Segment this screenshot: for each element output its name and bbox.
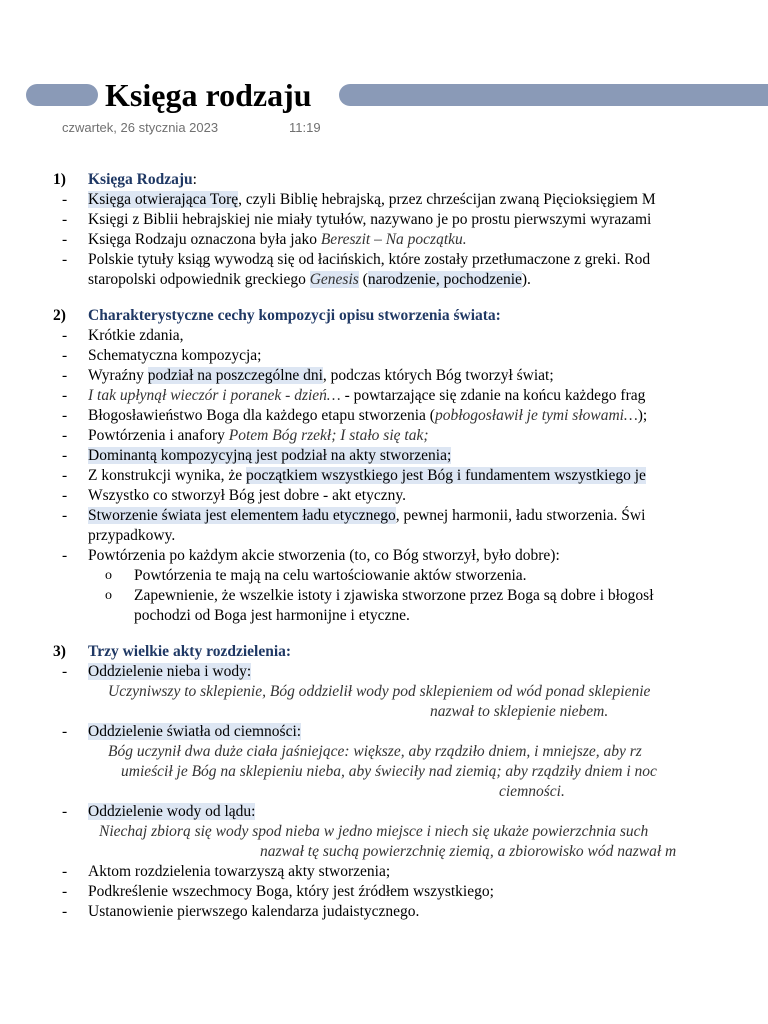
list-item-text [88, 406, 647, 426]
list-item-text [88, 862, 390, 882]
section-gap [0, 290, 768, 306]
text-run: Ustanowienie pierwszego kalendarza judaistycznego. [88, 903, 420, 920]
quote-text: nazwał to sklepienie niebem. [430, 703, 609, 720]
quote-text: Uczyniwszy to sklepienie, Bóg oddzielił wody pod sklepieniem od wód ponad sklepienie [108, 683, 651, 700]
list-item-text [88, 526, 175, 546]
list-item [0, 882, 768, 902]
text-run: , podczas których Bóg tworzył świat; [322, 367, 554, 384]
list-item-text [88, 386, 645, 406]
heading-wrap [88, 170, 197, 190]
title-bar-left-decoration [26, 84, 98, 106]
text-run: Powtórzenia po każdym akcie stworzenia (to, co Bóg stworzył, było dobre): [88, 547, 560, 564]
list-item [0, 426, 768, 446]
text-run: przypadkowy. [88, 527, 176, 544]
circle-bullet: o [105, 568, 112, 583]
quote-text: Bóg uczynił dwa duże ciała jaśniejące: większe, aby rządziło dniem, i mniejsze, aby rz [108, 743, 642, 760]
text-run: - powtarzające się zdanie na końcu każdego frag [344, 387, 646, 404]
quote-text: nazwał tę suchą powierzchnię ziemią, a zbiorowisko wód nazwał m [260, 843, 677, 860]
text-run: Schematyczna kompozycja; [88, 347, 262, 364]
quote-line [0, 762, 768, 782]
list-item-text [88, 326, 184, 346]
text-run: Aktom rozdzielenia towarzyszą akty stworzenia; [88, 863, 391, 880]
text-run: I tak upłynął wieczór i poranek - dzień… [88, 387, 345, 404]
section-gap [0, 626, 768, 642]
highlighted-text: Genesis [309, 271, 359, 288]
highlighted-text: Oddzielenie światła od ciemności: [88, 723, 302, 740]
list-item [0, 230, 768, 250]
list-item [0, 902, 768, 922]
quote-text: Niechaj zbiorą się wody spod nieba w jedno miejsce i niech się ukaże powierzchnia such [99, 823, 649, 840]
list-item-text [88, 366, 554, 386]
dash-bullet: - [62, 723, 68, 740]
list-item [0, 446, 768, 466]
list-item-text [88, 270, 531, 290]
quote-line [0, 822, 768, 842]
list-item [0, 346, 768, 366]
sub-list-item-text: pochodzi od Boga jest harmonijne i etyczne. [134, 607, 410, 624]
sub-list-item-text: Powtórzenia te mają na celu wartościowanie aktów stworzenia. [134, 567, 527, 584]
list-item-text [88, 486, 406, 506]
text-run: Wyraźny [88, 367, 148, 384]
list-item [0, 366, 768, 386]
section-number: 2) [53, 307, 66, 324]
list-item [0, 546, 768, 566]
dash-bullet: - [62, 427, 68, 444]
list-item [0, 862, 768, 882]
text-run: ). [521, 271, 531, 288]
text-run: Błogosławieństwo Boga dla każdego etapu stworzenia ( [88, 407, 435, 424]
text-run: , czyli Biblię hebrajską, przez chrześcijan zwaną Pięcioksięgiem M [238, 191, 656, 208]
dash-bullet: - [62, 903, 68, 920]
text-run: Powtórzenia i anafory [88, 427, 229, 444]
list-item-text [88, 426, 428, 446]
highlighted-text: Księga otwierająca Torę [88, 191, 239, 208]
list-item [0, 722, 768, 742]
list-item-text [88, 882, 494, 902]
dash-bullet: - [62, 547, 68, 564]
list-item [0, 190, 768, 210]
dash-bullet: - [62, 387, 68, 404]
text-run: Podkreślenie wszechmocy Boga, który jest źródłem wszystkiego; [88, 883, 494, 900]
highlighted-text: Oddzielenie wody od lądu: [88, 803, 256, 820]
heading-suffix: : [192, 171, 197, 188]
list-item-text [88, 506, 645, 526]
list-item-text [88, 662, 251, 682]
list-item-text [88, 546, 560, 566]
page-date: czwartek, 26 stycznia 2023 [62, 120, 219, 135]
list-item [0, 506, 768, 526]
text-run: ( [358, 271, 368, 288]
list-item [0, 466, 768, 486]
quote-text: umieścił je Bóg na sklepieniu nieba, aby świeciły nad ziemią; aby rządziły dniem i noc [121, 763, 657, 780]
quote-line [0, 742, 768, 762]
section-heading-row [0, 170, 768, 190]
list-item [0, 486, 768, 506]
dash-bullet: - [62, 467, 68, 484]
section-heading: Księga Rodzaju [88, 171, 193, 188]
dash-bullet: - [62, 231, 68, 248]
list-item-text [88, 722, 301, 742]
dash-bullet: - [62, 803, 68, 820]
text-run: Krótkie zdania, [88, 327, 184, 344]
list-item-text [88, 466, 646, 486]
list-item-text [88, 190, 656, 210]
dash-bullet: - [62, 487, 68, 504]
list-item [0, 210, 768, 230]
text-run: Polskie tytuły ksiąg wywodzą się od łacińskich, które zostały przetłumaczone z greki. Rod [88, 251, 651, 268]
text-run: staropolski odpowiednik greckiego [88, 271, 310, 288]
dash-bullet: - [62, 327, 68, 344]
dash-bullet: - [62, 447, 68, 464]
list-item [0, 802, 768, 822]
text-run: pobłogosławił je tymi słowami… [434, 407, 638, 424]
sub-list-item-text: Zapewnienie, że wszelkie istoty i zjawiska stworzone przez Boga są dobre i błogosł [134, 587, 654, 604]
dash-bullet: - [62, 191, 68, 208]
highlighted-text: początkiem wszystkiego jest Bóg i fundamentem wszystkiego je [245, 467, 646, 484]
highlighted-text: narodzenie, pochodzenie [367, 271, 522, 288]
dash-bullet: - [62, 883, 68, 900]
sub-list-item [0, 586, 768, 606]
dash-bullet: - [62, 367, 68, 384]
highlighted-text: Dominantą kompozycyjną jest podział na akty stworzenia; [88, 447, 452, 464]
list-item [0, 386, 768, 406]
dash-bullet: - [62, 251, 68, 268]
text-run: Księgi z Biblii hebrajskiej nie miały tytułów, nazywano je po prostu pierwszymi wyrazami [88, 211, 652, 228]
section-number: 3) [53, 643, 66, 660]
list-item-text [88, 250, 650, 270]
list-item-continuation [0, 270, 768, 290]
section-number: 1) [53, 171, 66, 188]
text-run: Wszystko co stworzył Bóg jest dobre - akt etyczny. [88, 487, 406, 504]
list-item [0, 250, 768, 270]
sub-list-item [0, 566, 768, 586]
highlighted-text: podział na poszczególne dni [147, 367, 323, 384]
list-item-text [88, 802, 255, 822]
text-run: Księga Rodzaju oznaczona była jako [88, 231, 321, 248]
list-item [0, 662, 768, 682]
quote-line [0, 782, 768, 802]
quote-line [0, 702, 768, 722]
page-content[interactable] [0, 170, 768, 922]
text-run: Z konstrukcji wynika, że [88, 467, 246, 484]
dash-bullet: - [62, 663, 68, 680]
page-time: 11:19 [289, 120, 321, 135]
quote-text: ciemności. [499, 783, 565, 800]
dash-bullet: - [62, 347, 68, 364]
list-item [0, 406, 768, 426]
circle-bullet: o [105, 588, 112, 603]
dash-bullet: - [62, 507, 68, 524]
text-run: ); [637, 407, 648, 424]
list-item-text [88, 230, 467, 250]
section-heading-row [0, 306, 768, 326]
list-item-text [88, 902, 419, 922]
sub-list-item [0, 606, 768, 626]
dash-bullet: - [62, 211, 68, 228]
page-title[interactable]: Księga rodzaju [105, 77, 312, 113]
dash-bullet: - [62, 407, 68, 424]
list-item-text [88, 210, 651, 230]
section-heading: Trzy wielkie akty rozdzielenia: [88, 643, 292, 660]
section-heading-row [0, 642, 768, 662]
list-item-continuation [0, 526, 768, 546]
section-heading: Charakterystyczne cechy kompozycji opisu stworzenia świata: [88, 307, 501, 324]
quote-line [0, 682, 768, 702]
highlighted-text: Oddzielenie nieba i wody: [88, 663, 252, 680]
highlighted-text: Stworzenie świata jest elementem ładu etycznego [88, 507, 396, 524]
text-run: , pewnej harmonii, ładu stworzenia. Świ [395, 507, 646, 524]
list-item-text [88, 346, 261, 366]
list-item-text [88, 446, 451, 466]
text-run: Potem Bóg rzekł; I stało się tak; [228, 427, 429, 444]
list-item [0, 326, 768, 346]
quote-line [0, 842, 768, 862]
text-run: Bereszit – Na początku. [320, 231, 467, 248]
dash-bullet: - [62, 863, 68, 880]
title-bar-right-decoration [339, 84, 768, 106]
